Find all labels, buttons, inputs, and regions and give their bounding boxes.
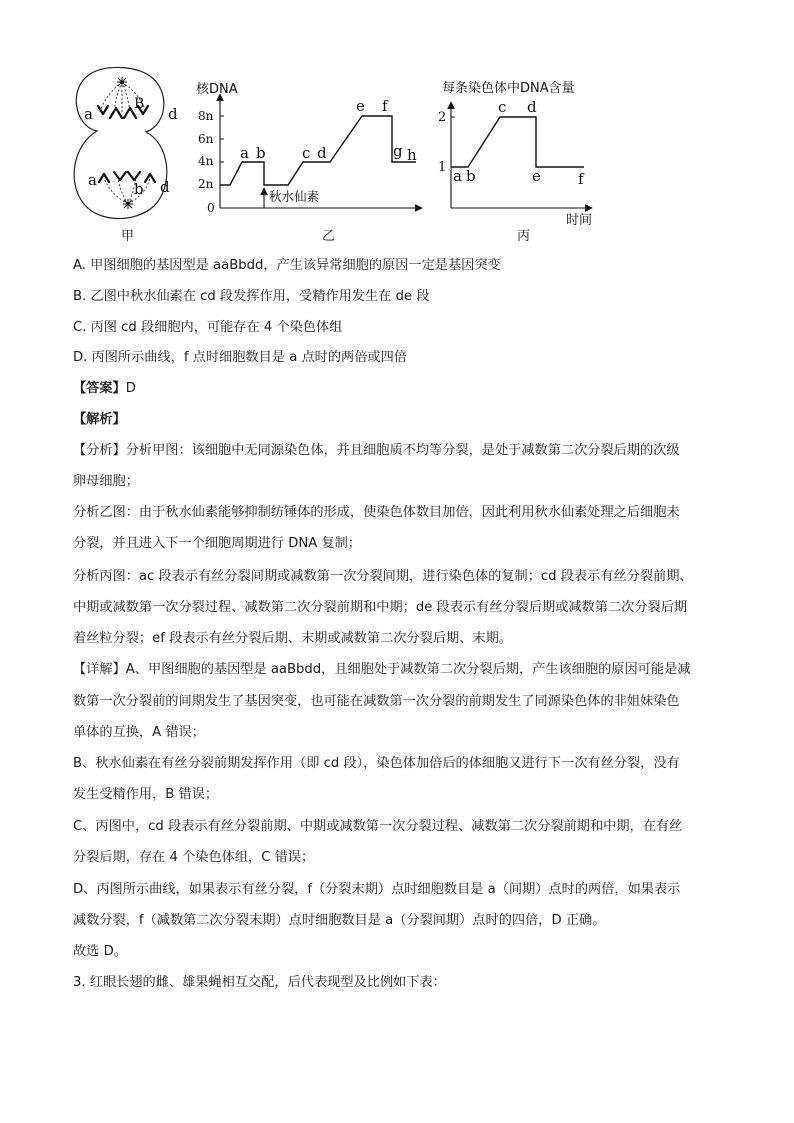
yi-y-label: 核DNA [196,82,238,97]
body-line: D、丙图所示曲线，如果表示有丝分裂，f（分裂末期）点时细胞数目是 a（间期）点时的两倍，如果表示 [73,882,681,897]
bing-point-e: e [532,167,541,185]
body-line: 【分析】分析甲图：该细胞中无同源染色体，并且细胞质不均等分裂，是处于减数第二次分裂后期的次级 [73,443,680,458]
cell-label-d-bottom: d [160,178,170,196]
body-line: 数第一次分裂前的间期发生了基因突变，也可能在减数第一次分裂的前期发生了同源染色体的非姐妹染色 [73,694,680,709]
yi-tick-8n: 8n [198,109,214,123]
panel-label-yi: 乙 [322,229,336,244]
body-line: 分析丙图：ac 段表示有丝分裂间期或减数第一次分裂间期，进行染色体的复制；cd 段表示有丝分裂前期、 [73,569,693,584]
bing-point-a: a [453,167,462,185]
yi-point-g: g [393,142,403,160]
chart-yi [196,81,422,244]
body-line: 卵母细胞； [73,474,139,489]
body-line: 分析乙图：由于秋水仙素能够抑制纺锤体的形成，使染色体数目加倍，因此利用秋水仙素处理之后细胞未 [73,505,680,520]
body-line: 发生受精作用，B 错误； [73,787,219,802]
body-line: 故选 D。 [73,944,127,959]
bing-point-f: f [578,170,584,188]
bing-tick-1: 1 [438,160,447,175]
yi-point-f: f [382,97,388,115]
yi-tick-4n: 4n [198,154,214,168]
bing-point-b: b [466,167,476,185]
body-line: 中期或减数第一次分裂过程、减数第二次分裂前期和中期；de 段表示有丝分裂后期或减数第二次分裂后期 [73,600,688,615]
body-line: 着丝粒分裂；ef 段表示有丝分裂后期、末期或减数第二次分裂后期、末期。 [73,631,512,646]
body-line: C、丙图中，cd 段表示有丝分裂前期、中期或减数第一次分裂过程、减数第二次分裂前期和中期，在有丝 [73,819,683,834]
figure [70,68,610,246]
yi-annotation: 秋水仙素 [269,189,320,204]
answer-line [73,379,136,399]
yi-point-c: c [302,144,311,162]
analysis-tag: 【解析】 [73,412,126,427]
yi-point-e: e [356,97,365,115]
cell-outline [74,67,167,218]
bing-x-label: 时间 [566,213,593,228]
body-line: 【详解】A、甲图细胞的基因型是 aaBbdd，且细胞处于减数第二次分裂后期，产生该细胞的原因可能是减 [73,662,691,677]
body-line: 单体的互换，A 错误； [73,725,205,740]
yi-point-h: h [407,146,417,164]
bing-curve [451,117,584,167]
yi-tick-6n: 6n [198,132,214,146]
yi-tick-0: 0 [207,201,215,215]
answer-tag: 【答案】 [73,381,126,396]
body-line: 分裂后期，存在 4 个染色体组，C 错误； [73,850,315,865]
yi-point-b: b [256,144,266,162]
cell-label-d-top: d [168,105,178,123]
yi-tick-2n: 2n [198,177,214,191]
option-a: A. 甲图细胞的基因型是 aaBbdd，产生该异常细胞的原因一定是基因突变 [73,258,501,273]
body-line: 分裂，并且进入下一个细胞周期进行 DNA 复制； [73,536,361,551]
option-b: B. 乙图中秋水仙素在 cd 段发挥作用，受精作用发生在 de 段 [73,289,430,304]
bing-y-label: 每条染色体中DNA含量 [442,81,575,96]
answer-value: D [125,381,136,396]
cell-label-a-top: a [84,105,93,123]
bing-point-d: d [527,98,537,116]
body-line: B、秋水仙素在有丝分裂前期发挥作用（即 cd 段），染色体加倍后的体细胞又进行下一次有丝分裂，没有 [73,756,680,771]
figure-svg [70,68,610,246]
cell-label-a-bottom: a [88,171,97,189]
yi-point-d: d [317,144,327,162]
panel-label-jia: 甲 [121,229,135,244]
panel-label-bing: 丙 [517,229,531,244]
cell-diagram-jia [74,67,178,244]
cell-label-b: b [134,180,144,198]
question-3-stem: 3. 红眼长翅的雌、雄果蝇相互交配，后代表现型及比例如下表： [73,975,446,990]
cell-label-B: B [134,96,145,112]
body-line: 减数分裂，f（减数第二次分裂末期）点时细胞数目是 a（分裂间期）点时的四倍，D 正确。 [73,913,606,928]
yi-point-a: a [240,144,249,162]
chart-bing [438,80,592,244]
option-c: C. 丙图 cd 段细胞内，可能存在 4 个染色体组 [73,320,343,335]
bing-point-c: c [498,98,507,116]
bing-tick-2: 2 [438,110,447,125]
option-d: D. 丙图所示曲线，f 点时细胞数目是 a 点时的两倍或四倍 [73,350,407,365]
